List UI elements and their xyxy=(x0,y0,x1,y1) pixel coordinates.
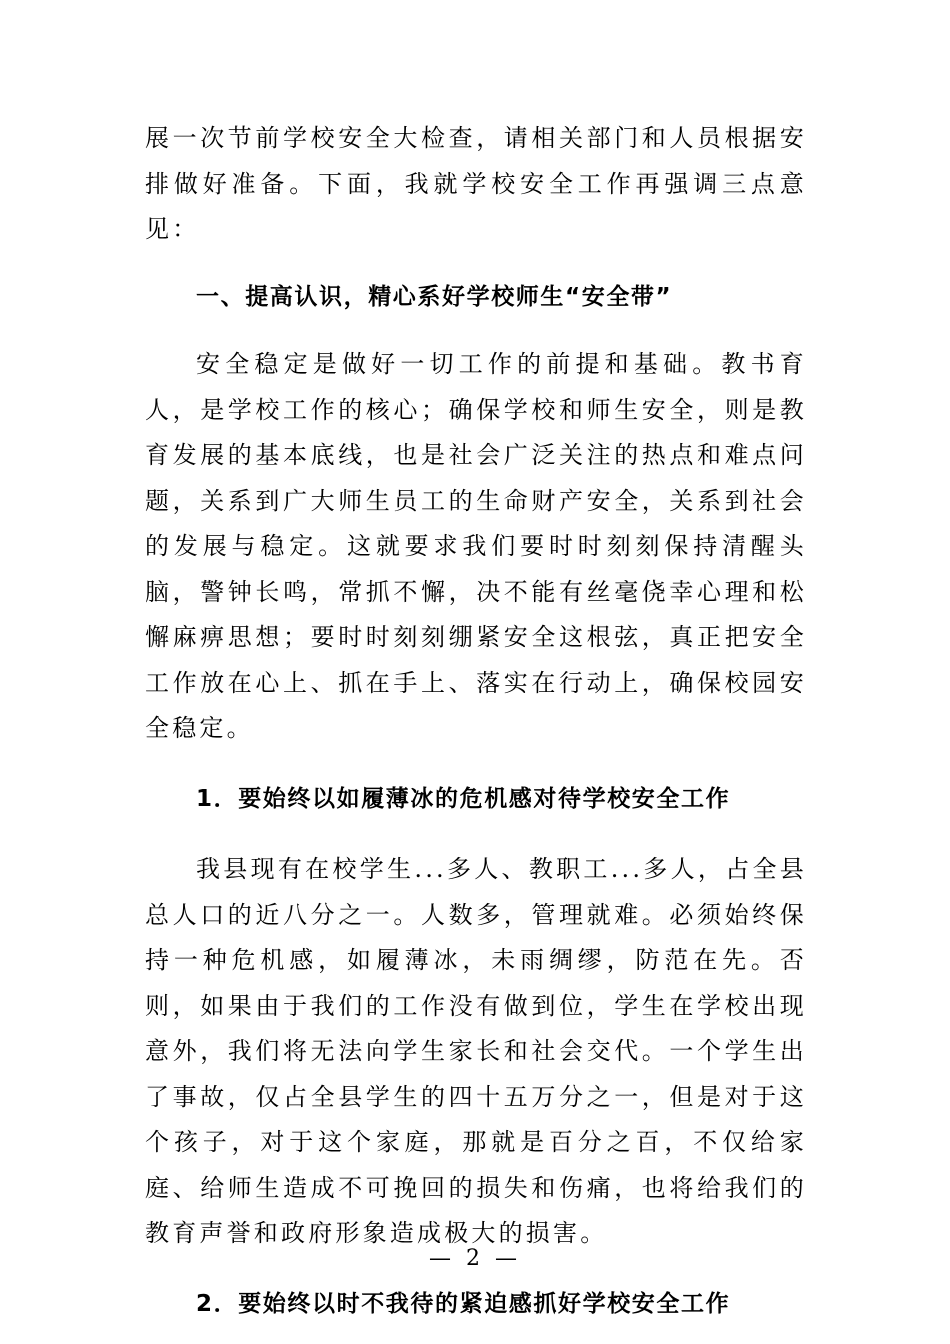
subsection-heading-2: 2．要始终以时不我待的紧迫感抓好学校安全工作 xyxy=(196,1290,731,1317)
page-number: — 2 — xyxy=(429,1246,521,1271)
subsection-heading-1: 1．要始终以如履薄冰的危机感对待学校安全工作 xyxy=(196,785,731,812)
document-body xyxy=(145,116,807,1327)
section-heading-1: 一、提高认识，精心系好学校师生“安全带” xyxy=(196,283,673,310)
body-paragraph-continued: 展一次节前学校安全大检查，请相关部门和人员根据安排做好准备。下面，我就学校安全工作再强调三点意见： xyxy=(145,124,807,243)
body-paragraph: 我县现有在校学生...多人、教职工...多人，占全县总人口的近八分之一。人数多，管理就难。必须始终保持一种危机感，如履薄冰，未雨绸缪，防范在先。否则，如果由于我们的工作没有做到位，学生在学校出现意外，我们将无法向学生家长和社会交代。一个学生出了事故，仅占全县学生的四十五万分之一，但是对于这个孩子，对于这个家庭，那就是百分之百，不仅给家庭、给师生造成不可挽回的损失和伤痛，也将给我们的教育声誉和政府形象造成极大的损害。 xyxy=(145,855,807,1247)
body-paragraph: 安全稳定是做好一切工作的前提和基础。教书育人，是学校工作的核心；确保学校和师生安全，则是教育发展的基本底线，也是社会广泛关注的热点和难点问题，关系到广大师生员工的生命财产安全，关系到社会的发展与稳定。这就要求我们要时时刻刻保持清醒头脑，警钟长鸣，常抓不懈，决不能有丝毫侥幸心理和松懈麻痹思想；要时时刻刻绷紧安全这根弦，真正把安全工作放在心上、抓在手上、落实在行动上，确保校园安全稳定。 xyxy=(145,350,807,742)
